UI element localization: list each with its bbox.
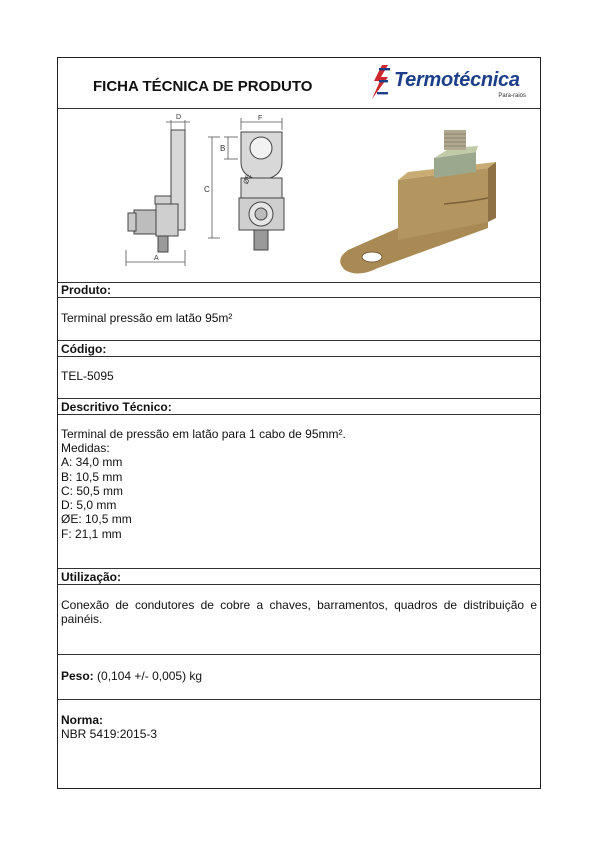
- product-sheet: [57, 57, 541, 789]
- descritivo-label: Descritivo Técnico:: [61, 400, 172, 414]
- peso-label: Peso:: [61, 669, 94, 683]
- utilizacao-value: Conexão de condutores de cobre a chaves, barramentos, quadros de distribuição e painéis.: [61, 598, 537, 626]
- drawing-label-e: ØE: [242, 173, 253, 186]
- medida-f: F: 21,1 mm: [61, 526, 122, 541]
- produto-label: Produto:: [61, 283, 111, 297]
- brand-logo: [368, 64, 538, 104]
- divider: [58, 414, 540, 415]
- norma-value: NBR 5419:2015-3: [61, 727, 158, 741]
- drawing-label-f: F: [258, 115, 263, 122]
- divider: [58, 699, 540, 700]
- drawing-label-b: B: [220, 144, 226, 153]
- technical-drawing: [58, 110, 542, 282]
- drawing-label-d: D: [176, 114, 182, 121]
- codigo-value: TEL-5095: [61, 369, 114, 383]
- medida-c: C: 50,5 mm: [61, 483, 124, 498]
- divider: [58, 340, 540, 341]
- medida-a: A: 34,0 mm: [61, 455, 123, 470]
- divider: [58, 282, 540, 283]
- lightning-logo-icon: [368, 64, 394, 100]
- brand-name: Termotécnica: [394, 69, 520, 91]
- divider: [58, 584, 540, 585]
- norma-label: Norma:: [61, 713, 104, 727]
- peso-value: (0,104 +/- 0,005) kg: [97, 669, 203, 683]
- drawing-label-c: C: [204, 185, 210, 194]
- product-photo: [340, 130, 496, 274]
- medidas-label: Medidas:: [61, 441, 110, 455]
- produto-value: Terminal pressão em latão 95m²: [61, 311, 233, 325]
- divider: [58, 568, 540, 569]
- drawing-label-a: A: [154, 255, 159, 262]
- product-figures: [58, 110, 540, 282]
- divider: [58, 398, 540, 399]
- descritivo-intro: Terminal de pressão em latão para 1 cabo de 95mm².: [61, 427, 346, 441]
- divider: [58, 356, 540, 357]
- brand-tagline: Para-raios: [498, 93, 526, 99]
- medida-d: D: 5,0 mm: [61, 498, 117, 513]
- medida-b: B: 10,5 mm: [61, 469, 123, 484]
- codigo-label: Código:: [61, 342, 107, 356]
- page-title: FICHA TÉCNICA DE PRODUTO: [93, 78, 313, 95]
- medidas-list: [61, 441, 132, 541]
- peso-row: [61, 669, 202, 683]
- divider: [58, 108, 540, 109]
- divider: [58, 297, 540, 298]
- medida-e: ØE: 10,5 mm: [61, 512, 132, 527]
- divider: [58, 654, 540, 655]
- utilizacao-label: Utilização:: [61, 570, 122, 584]
